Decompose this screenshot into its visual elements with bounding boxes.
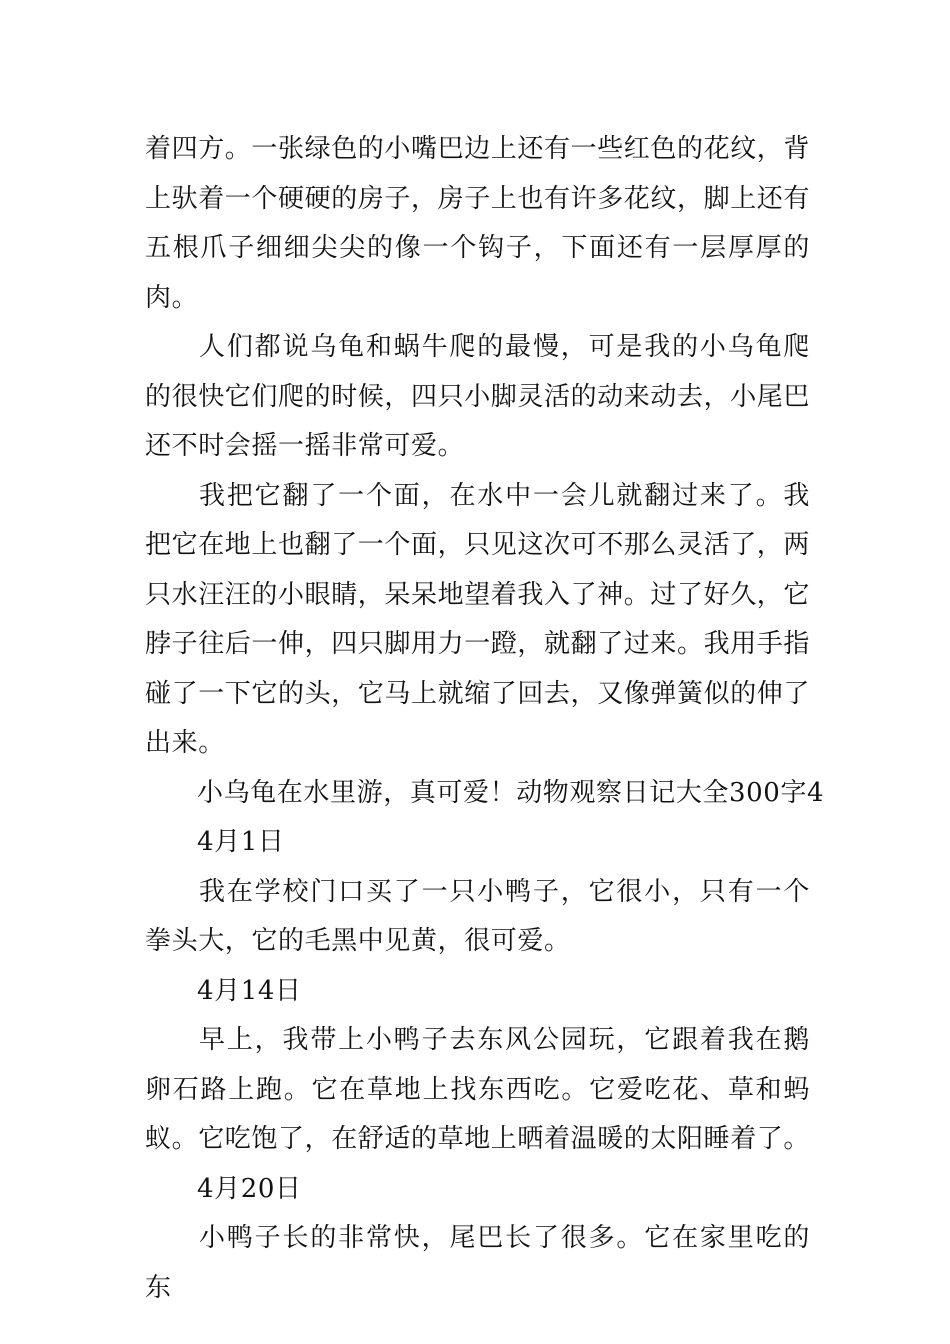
document-body: [145, 125, 825, 1313]
diary-date-apr-14: 4月14日: [197, 975, 302, 1006]
paragraph-continuation: 着四方。一张绿色的小嘴巴边上还有一些红色的花纹，背上驮着一个硬硬的房子，房子上也有许多花纹，脚上还有五根爪子细细尖尖的像一个钩子，下面还有一层厚厚的肉。: [145, 134, 811, 313]
diary-date-apr-20: 4月20日: [197, 1173, 302, 1204]
paragraph-duckling-bought: 我在学校门口买了一只小鸭子，它很小，只有一个拳头大，它的毛黑中见黄，很可爱。: [145, 876, 810, 956]
paragraph-duckling-growth: 小鸭子长的非常快，尾巴长了很多。它在家里吃的东: [145, 1223, 810, 1303]
diary-date-apr-1: 4月1日: [197, 827, 285, 857]
paragraph-turtle-flip: 我把它翻了一个面，在水中一会儿就翻过来了。我把它在地上也翻了一个面，只见这次可不那么灵活了，两只水汪汪的小眼睛，呆呆地望着我入了神。过了好久，它脖子往后一伸，四只脚用力一蹬，就翻了过来。我用手指碰了一下它的头，它马上就缩了回去，又像弹簧似的伸了出来。: [145, 480, 811, 758]
paragraph-duckling-park: 早上，我带上小鸭子去东风公园玩，它跟着我在鹅卵石路上跑。它在草地上找东西吃。它爱吃花、草和蚂蚁。它吃饱了，在舒适的草地上晒着温暖的太阳睡着了。: [145, 1025, 811, 1154]
paragraph-turtle-speed: 人们都说乌龟和蜗牛爬的最慢，可是我的小乌龟爬的很快它们爬的时候，四只小脚灵活的动来动去，小尾巴还不时会摇一摇非常可爱。: [145, 332, 811, 461]
section-heading: 小乌龟在水里游，真可爱！动物观察日记大全300字4: [197, 777, 825, 808]
